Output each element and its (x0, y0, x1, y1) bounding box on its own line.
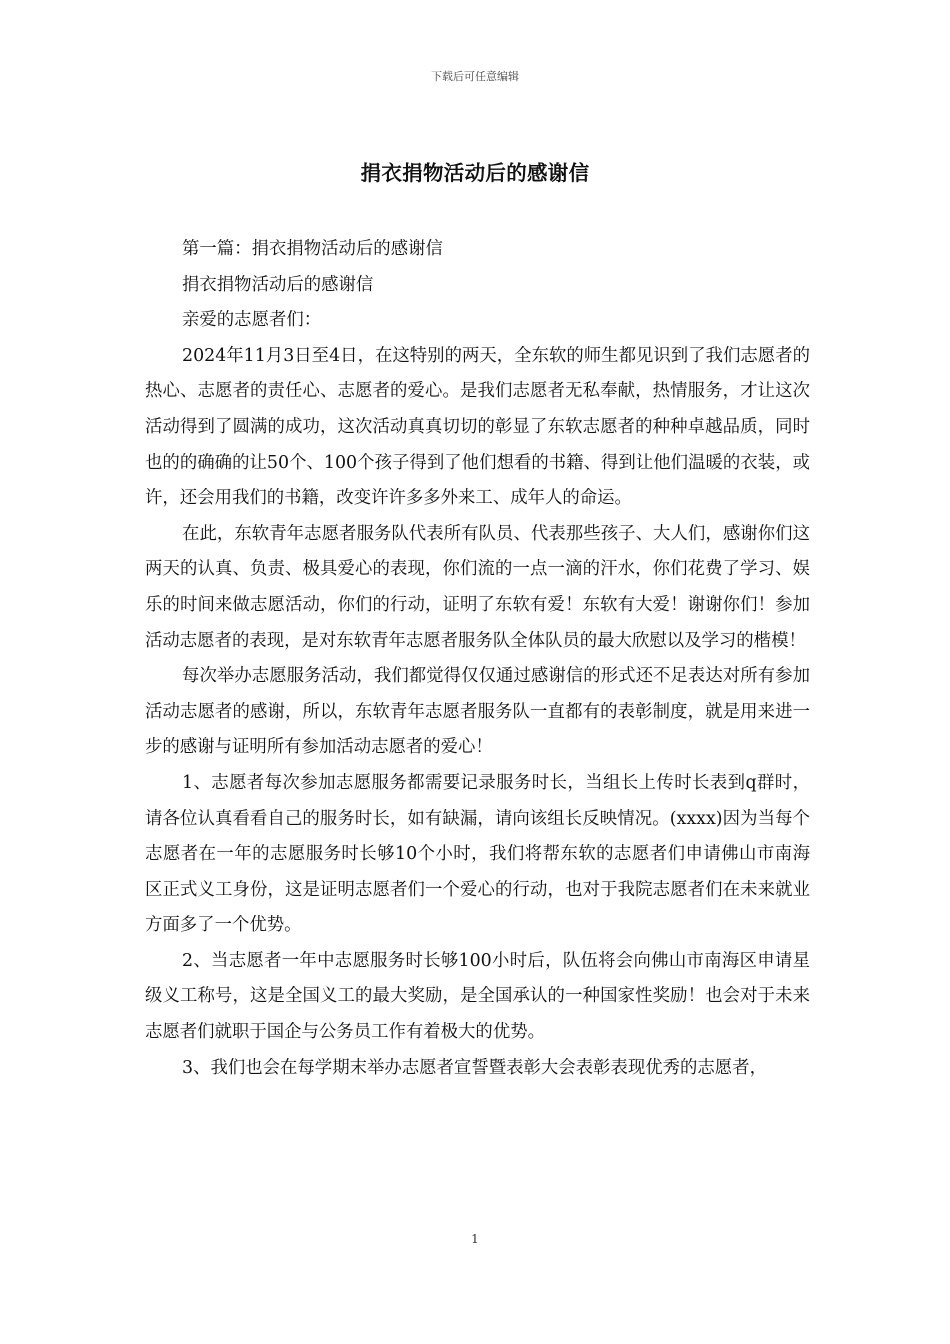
page-number: 1 (471, 1232, 479, 1246)
header-note: 下载后可任意编辑 (431, 70, 519, 83)
document-body (145, 232, 810, 1086)
list-item-1: 1、志愿者每次参加志愿服务都需要记录服务时长，当组长上传时长表到q群时，请各位认真看看自己的服务时长，如有缺漏，请向该组长反映情况。(xxxx)因为当每个志愿者在一年的志愿服务时长够10个小时，我们将帮东软的志愿者们申请佛山市南海区正式义工身份，这是证明志愿者们一个爱心的行动，也对于我院志愿者们在未来就业方面多了一个优势。 (145, 772, 810, 936)
salutation: 亲爱的志愿者们： (182, 310, 322, 331)
paragraph-intro: 2024年11月3日至4日，在这特别的两天，全东软的师生都见识到了我们志愿者的热心、志愿者的责任心、志愿者的爱心。是我们志愿者无私奉献，热情服务，才让这次活动得到了圆满的成功，这次活动真真切切的彰显了东软志愿者的种种卓越品质，同时也的的确确的让50个、100个孩子得到了他们想看的书籍、得到让他们温暖的衣装，或许，还会用我们的书籍，改变许许多多外来工、成年人的命运。 (145, 345, 810, 509)
paragraph-thanks: 在此，东软青年志愿者服务队代表所有队员、代表那些孩子、大人们，感谢你们这两天的认真、负责、极具爱心的表现，你们流的一点一滴的汗水，你们花费了学习、娱乐的时间来做志愿活动，你们的行动，证明了东软有爱！东软有大爱！谢谢你们！参加活动志愿者的表现，是对东软青年志愿者服务队全体队员的最大欣慰以及学习的楷模！ (145, 523, 810, 651)
list-item-2: 2、当志愿者一年中志愿服务时长够100小时后，队伍将会向佛山市南海区申请星级义工称号，这是全国义工的最大奖励，是全国承认的一种国家性奖励！也会对于未来志愿者们就职于国企与公务员工作有着极大的优势。 (145, 950, 810, 1043)
list-item-3: 3、我们也会在每学期末举办志愿者宣誓暨表彰大会表彰表现优秀的志愿者， (182, 1057, 767, 1078)
document-title: 捐衣捐物活动后的感谢信 (360, 161, 590, 185)
paragraph-commendation: 每次举办志愿服务活动，我们都觉得仅仅通过感谢信的形式还不足表达对所有参加活动志愿者的感谢，所以，东软青年志愿者服务队一直都有的表彰制度，就是用来进一步的感谢与证明所有参加活动志愿者的爱心！ (145, 666, 810, 758)
letter-title: 捐衣捐物活动后的感谢信 (182, 274, 374, 295)
section-heading: 第一篇：捐衣捐物活动后的感谢信 (182, 239, 443, 259)
